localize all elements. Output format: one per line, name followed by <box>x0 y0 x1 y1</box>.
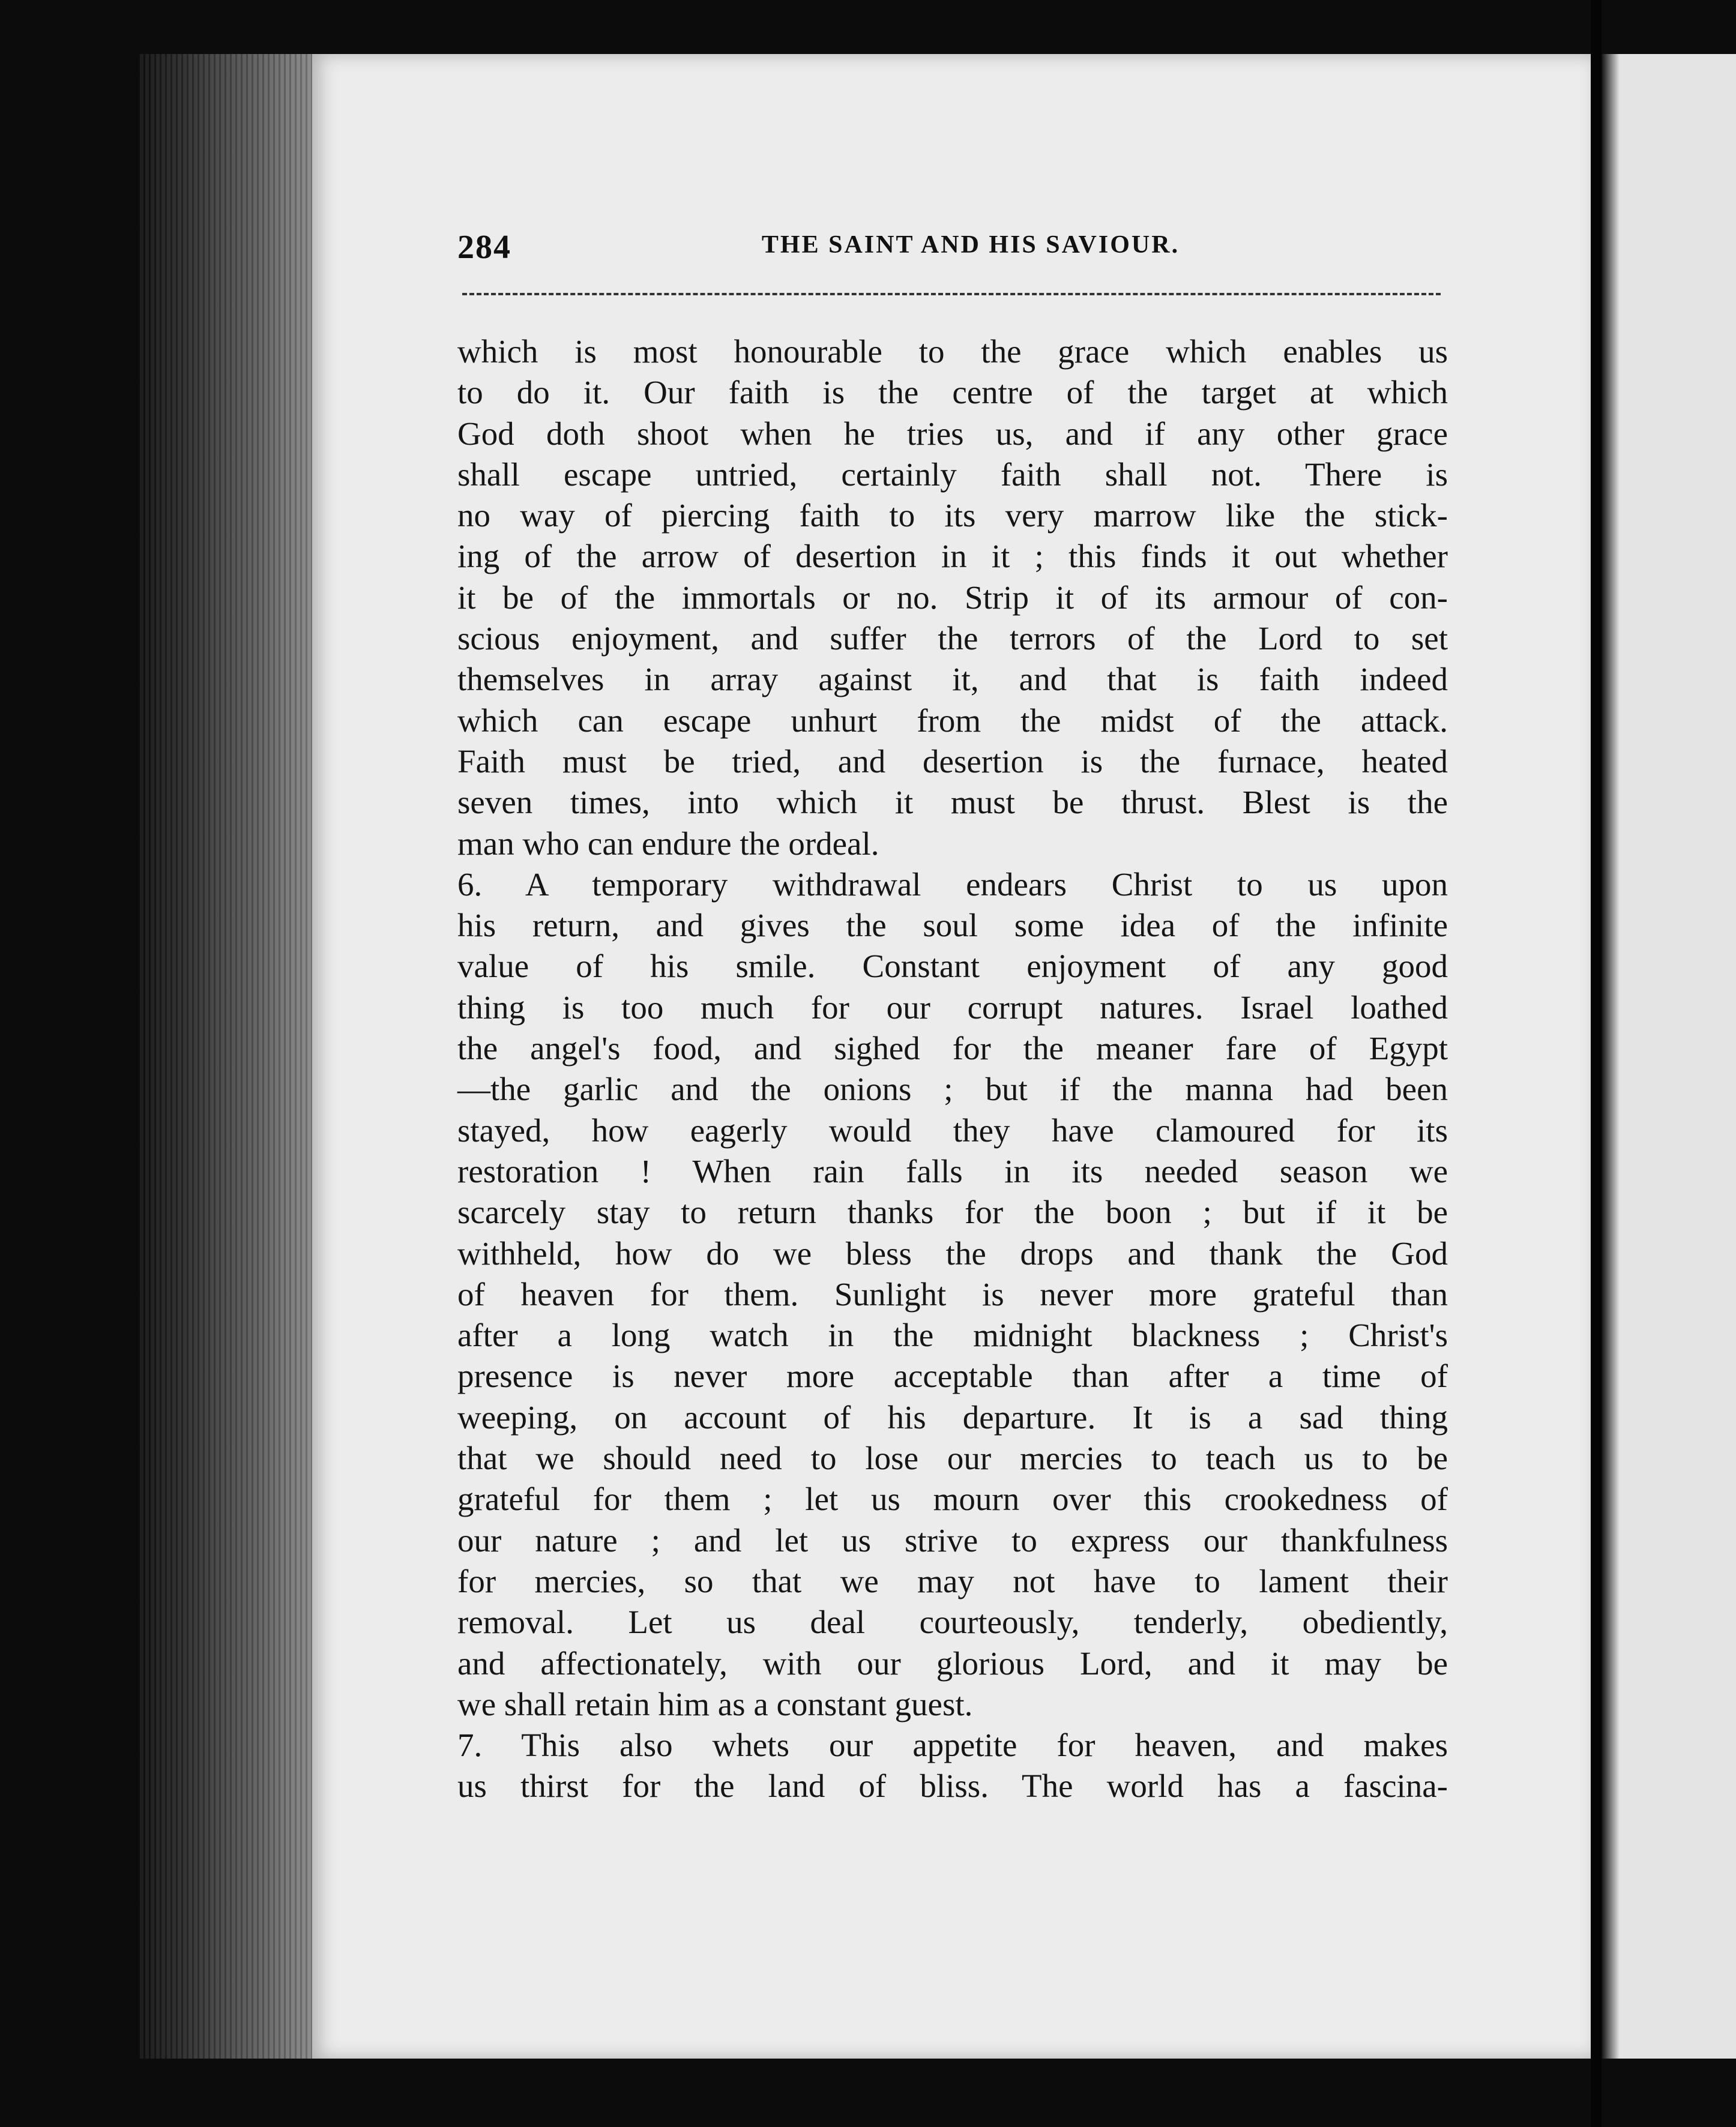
text-line: no way of piercing faith to its very marrow like the stick- <box>457 497 1448 534</box>
text-line: removal. Let us deal courteously, tenderly, obediently, <box>457 1604 1448 1641</box>
body-text <box>457 331 1448 1807</box>
text-line: scarcely stay to return thanks for the boon ; but if it be <box>457 1194 1448 1231</box>
text-line: and affectionately, with our glorious Lord, and it may be <box>457 1644 1448 1682</box>
text-line: shall escape untried, certainly faith shall not. There is <box>457 456 1448 493</box>
text-line: 6. A temporary withdrawal endears Christ to us upon <box>457 865 1448 903</box>
text-line: after a long watch in the midnight blackness ; Christ's <box>457 1317 1448 1354</box>
text-line: Faith must be tried, and desertion is the furnace, heated <box>457 742 1448 780</box>
adjacent-page-edge <box>1602 54 1736 2059</box>
text-line: —the garlic and the onions ; but if the manna had been <box>457 1071 1448 1108</box>
text-line: for mercies, so that we may not have to lament their <box>457 1562 1448 1599</box>
text-line: God doth shoot when he tries us, and if any other grace <box>457 415 1448 452</box>
text-line: scious enjoyment, and suffer the terrors of the Lord to set <box>457 620 1448 657</box>
text-line: withheld, how do we bless the drops and thank the God <box>457 1235 1448 1272</box>
text-line: man who can endure the ordeal. <box>457 825 879 862</box>
running-title: THE SAINT AND HIS SAVIOUR. <box>761 231 1180 259</box>
page-number: 284 <box>457 229 511 266</box>
text-line: 7. This also whets our appetite for heaven, and makes <box>457 1727 1448 1764</box>
book-spine-edge <box>138 54 318 2059</box>
text-line: to do it. Our faith is the centre of the target at which <box>457 374 1448 411</box>
text-line: presence is never more acceptable than after a time of <box>457 1358 1448 1395</box>
page-header <box>457 228 1448 276</box>
text-line: the angel's food, and sighed for the meaner fare of Egypt <box>457 1030 1448 1067</box>
text-line: ing of the arrow of desertion in it ; this finds it out whether <box>457 538 1448 575</box>
text-line: thing is too much for our corrupt natures. Israel loathed <box>457 988 1448 1026</box>
header-rule <box>462 293 1441 295</box>
page-gutter <box>1591 0 1602 2127</box>
text-line: it be of the immortals or no. Strip it of its armour of con- <box>457 579 1448 616</box>
text-line: which is most honourable to the grace which enables us <box>457 333 1448 370</box>
text-line: restoration ! When rain falls in its needed season we <box>457 1152 1448 1190</box>
text-line: our nature ; and let us strive to express our thankfulness <box>457 1521 1448 1559</box>
text-line: we shall retain him as a constant guest. <box>457 1685 973 1722</box>
text-line: stayed, how eagerly would they have clamoured for its <box>457 1112 1448 1149</box>
text-line: of heaven for them. Sunlight is never more grateful than <box>457 1275 1448 1313</box>
text-line: seven times, into which it must be thrust. Blest is the <box>457 784 1448 821</box>
text-line: us thirst for the land of bliss. The world has a fascina- <box>457 1767 1448 1805</box>
text-line: weeping, on account of his departure. It is a sad thing <box>457 1398 1448 1436</box>
text-line: which can escape unhurt from the midst of the attack. <box>457 702 1448 739</box>
text-line: that we should need to lose our mercies to teach us to be <box>457 1440 1448 1477</box>
text-line: themselves in array against it, and that is faith indeed <box>457 661 1448 698</box>
text-line: his return, and gives the soul some idea of the infinite <box>457 907 1448 944</box>
text-line: grateful for them ; let us mourn over this crookedness of <box>457 1481 1448 1518</box>
text-line: value of his smile. Constant enjoyment of any good <box>457 948 1448 985</box>
